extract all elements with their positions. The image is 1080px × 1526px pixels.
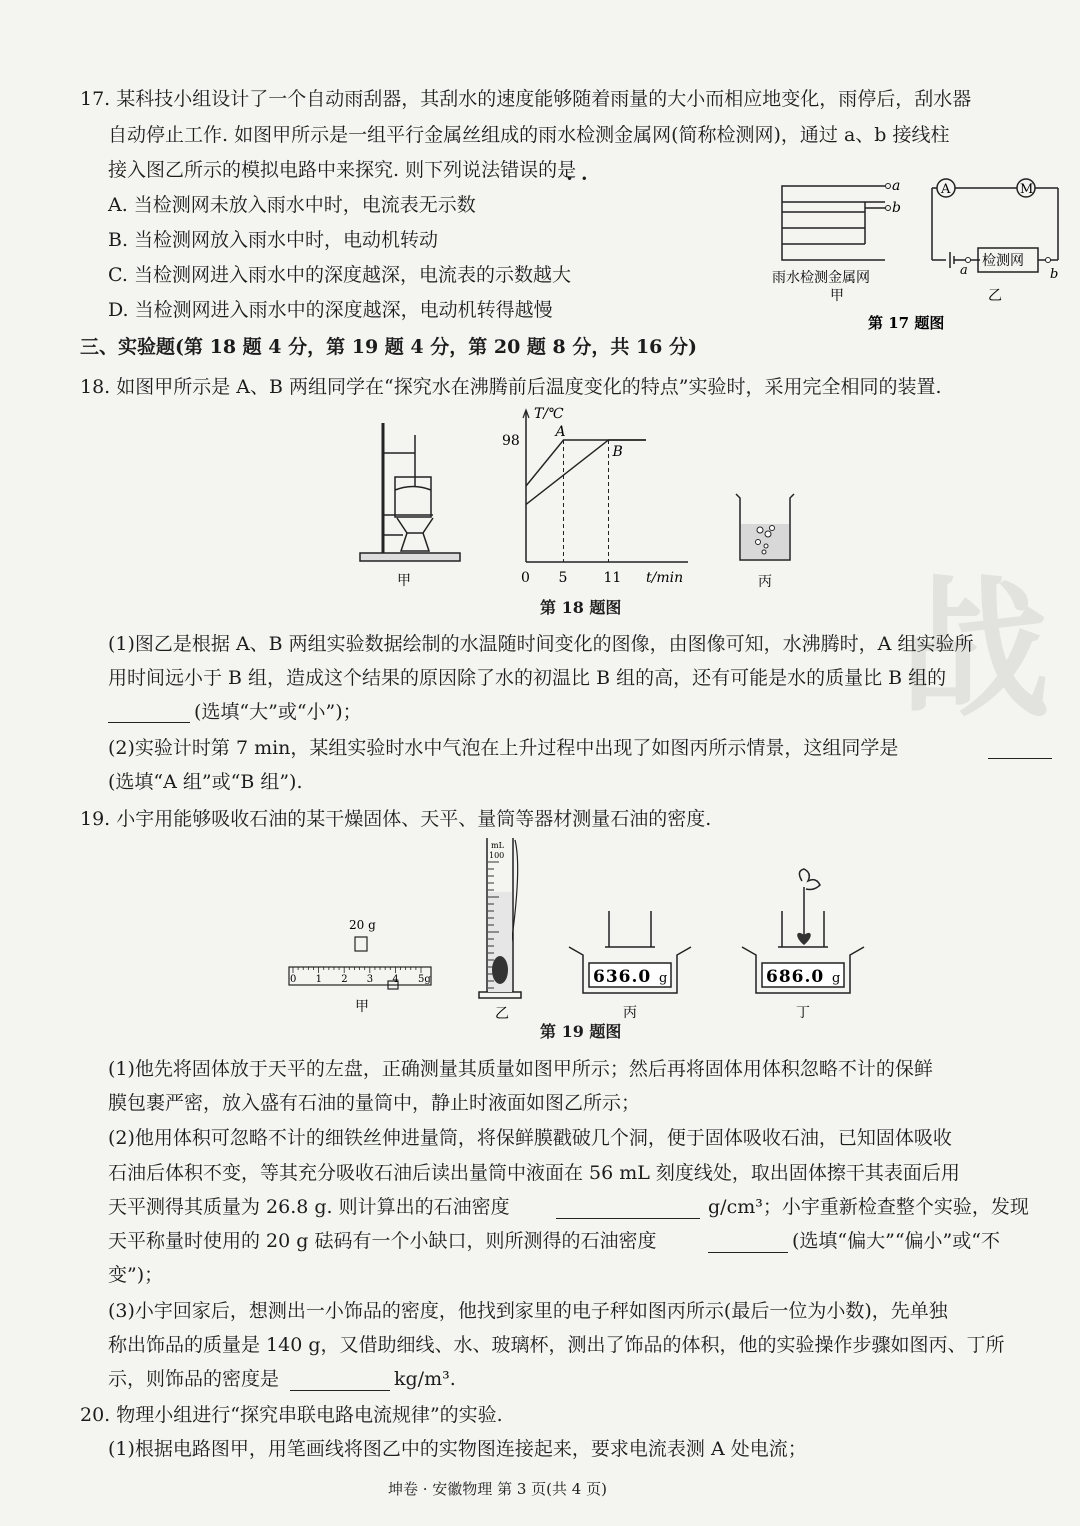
- q19-p3-line1: (3)小宇回家后，想测出一小饰品的密度，他找到家里的电子秤如图丙所示(最后一位为小数)，先单独: [108, 1300, 948, 1322]
- q19-p3-line2: 称出饰品的质量是 140 g，又借助细线、水、玻璃杯，测出了饰品的体积，他的实验操作步骤如图丙、丁所: [108, 1334, 1005, 1356]
- q19-density-blank[interactable]: [556, 1200, 700, 1219]
- series-label-B: B: [612, 444, 623, 460]
- q19-p1-line1: (1)他先将固体放于天平的左盘，正确测量其质量如图甲所示；然后再将固体用体积忽略不计的保鲜: [108, 1058, 933, 1080]
- q19-p3-line3a: 示，则饰品的密度是: [108, 1368, 280, 1390]
- q18-line1: 18. 如图甲所示是 A、B 两组同学在“探究水在沸腾前后温度变化的特点”实验时，采用完全相同的装置.: [80, 376, 942, 398]
- unit-ding: g: [832, 971, 841, 986]
- q18-p1-line1: (1)图乙是根据 A、B 两组实验数据绘制的水温随时间变化的图像，由图像可知，水沸腾时，A 组实验所: [108, 633, 974, 655]
- q17-line1: 17. 某科技小组设计了一个自动雨刮器，其刮水的速度能够随着雨量的大小而相应地变化，雨停后，刮水器: [80, 88, 972, 110]
- q19-yi-label: 乙: [495, 1006, 509, 1022]
- q18-p1-line3: (选填“大”或“小”)；: [194, 701, 362, 723]
- weight-icon: [355, 937, 367, 951]
- q20-p1: (1)根据电路图甲，用笔画线将图乙中的实物图连接起来，要求电流表测 A 处电流；: [108, 1438, 807, 1460]
- q19-p2-line2: 石油后体积不变，等其充分吸收石油后读出量筒中液面在 56 mL 刻度线处，取出固体擦干其表面后用: [108, 1162, 960, 1184]
- y-axis-label: T/℃: [534, 406, 564, 422]
- terminal-b-label: b: [892, 200, 901, 216]
- series-line-B: [526, 440, 646, 504]
- section-3-heading: 三、实验题(第 18 题 4 分，第 19 题 4 分，第 20 题 8 分，共 16 分): [80, 336, 698, 358]
- q19-ornament-blank[interactable]: [290, 1372, 390, 1391]
- reading-ding: 686.0: [766, 967, 825, 987]
- q19-p1-line2: 膜包裹严密，放入盛有石油的量筒中，静止时液面如图乙所示；: [108, 1092, 641, 1114]
- q18-p2-blank[interactable]: [988, 740, 1052, 759]
- scale-tick-label: 0: [290, 974, 297, 985]
- q19-scale-bing-figure: [565, 905, 695, 1025]
- q18-beaker-figure: [730, 488, 810, 593]
- circuit-a-label: a: [960, 263, 968, 278]
- q18-apparatus-figure: [355, 415, 465, 595]
- q19-bing-label: 丙: [623, 1005, 637, 1021]
- q19-caption: 第 19 题图: [540, 1022, 622, 1041]
- x-tick-label: 5: [558, 570, 568, 586]
- yi-label: 乙: [988, 288, 1002, 304]
- page-footer: 坤卷 · 安徽物理 第 3 页(共 4 页): [388, 1480, 607, 1498]
- net-box-label: 检测网: [982, 253, 1024, 269]
- q18-caption: 第 18 题图: [540, 598, 622, 617]
- reading-bing: 636.0: [593, 967, 652, 987]
- q17-option-c: C. 当检测网进入雨水中的深度越深，电流表的示数越大: [108, 264, 571, 286]
- q19-cylinder-figure: [475, 832, 535, 1024]
- q19-ding-label: 丁: [796, 1005, 810, 1021]
- watermark: 战: [900, 562, 1051, 738]
- jia-name-label: 雨水检测金属网: [772, 270, 870, 286]
- solid-icon: [492, 956, 508, 984]
- motor-label: M: [1020, 182, 1034, 197]
- q19-p2-line5: 变”)；: [108, 1264, 164, 1286]
- q19-jia-label: 甲: [355, 999, 369, 1015]
- q17-line3: 接入图乙所示的模拟电路中来探究. 则下列说法错误的是: [108, 159, 577, 181]
- scale-tick-label: 3: [366, 974, 374, 985]
- emphasis-dots: • •: [566, 172, 588, 186]
- q18-p1-line2: 用时间远小于 B 组，造成这个结果的原因除了水的初温比 B 组的高，还有可能是水的质量比 B 组的: [108, 667, 947, 689]
- q17-figure: [770, 170, 1070, 340]
- q17-option-b: B. 当检测网放入雨水中时，电动机转动: [108, 229, 439, 251]
- q18-p1-blank[interactable]: [108, 704, 190, 723]
- q19-error-blank[interactable]: [708, 1234, 788, 1253]
- scale-tick-label: 2: [341, 974, 348, 985]
- terminal-a-label: a: [892, 178, 901, 194]
- hand-icon: [799, 869, 820, 890]
- q19-balance-figure: [285, 915, 435, 1015]
- scale-tick-label: 1: [315, 974, 322, 985]
- q17-option-a: A. 当检测网未放入雨水中时，电流表无示数: [108, 194, 476, 216]
- x-tick-label: 11: [603, 570, 622, 586]
- q17-line2: 自动停止工作. 如图甲所示是一组平行金属丝组成的雨水检测金属网(简称检测网)，通过 a、b 接线柱: [108, 124, 950, 146]
- q18-bing-label: 丙: [758, 574, 772, 590]
- jia-label: 甲: [830, 288, 844, 304]
- x-tick-label: 0: [521, 570, 530, 586]
- series-line-A: [526, 440, 646, 486]
- q17-option-d: D. 当检测网进入雨水中的深度越深，电动机转得越慢: [108, 299, 553, 321]
- circuit-b-label: b: [1050, 267, 1059, 282]
- detection-net: [782, 186, 885, 260]
- temperature-time-chart: [498, 402, 698, 592]
- unit-bing: g: [659, 971, 668, 986]
- q18-p2-line1: (2)实验计时第 7 min，某组实验时水中气泡在上升过程中出现了如图丙所示情景，这组同学是: [108, 737, 899, 759]
- q19-p2-line3b: g/cm³；小宇重新检查整个实验，发现: [708, 1196, 1029, 1218]
- ml-100-label: 100: [489, 851, 505, 860]
- scale-tick-label: 4: [392, 974, 399, 985]
- y-tick-label: 98: [502, 433, 520, 449]
- q17-caption: 第 17 题图: [868, 314, 945, 332]
- q19-p2-line4b: (选填“偏大”“偏小”或“不: [792, 1230, 1000, 1252]
- q18-p2-line2: (选填“A 组”或“B 组”).: [108, 771, 303, 793]
- scale-tick-label: 5g: [418, 974, 431, 985]
- q18-jia-label: 甲: [397, 573, 411, 589]
- ml-label: mL: [491, 841, 504, 850]
- q19-line1: 19. 小宇用能够吸收石油的某干燥固体、天平、量筒等器材测量石油的密度.: [80, 808, 712, 830]
- x-axis-label: t/min: [646, 570, 684, 586]
- scale-ruler: [290, 967, 431, 985]
- ammeter-label: A: [941, 182, 951, 197]
- q19-p3-line3b: kg/m³.: [394, 1368, 456, 1390]
- q19-p2-line3a: 天平测得其质量为 26.8 g. 则计算出的石油密度: [108, 1196, 510, 1218]
- series-label-A: A: [555, 424, 566, 440]
- weight-label: 20 g: [349, 918, 376, 932]
- q20-line1: 20. 物理小组进行“探究串联电路电流规律”的实验.: [80, 1404, 503, 1426]
- q19-p2-line1: (2)他用体积可忽略不计的细铁丝伸进量筒，将保鲜膜戳破几个洞，便于固体吸收石油，已知固体吸收: [108, 1127, 952, 1149]
- q19-p2-line4a: 天平称量时使用的 20 g 砝码有一个小缺口，则所测得的石油密度: [108, 1230, 657, 1252]
- q19-scale-ding-figure: [738, 865, 868, 1025]
